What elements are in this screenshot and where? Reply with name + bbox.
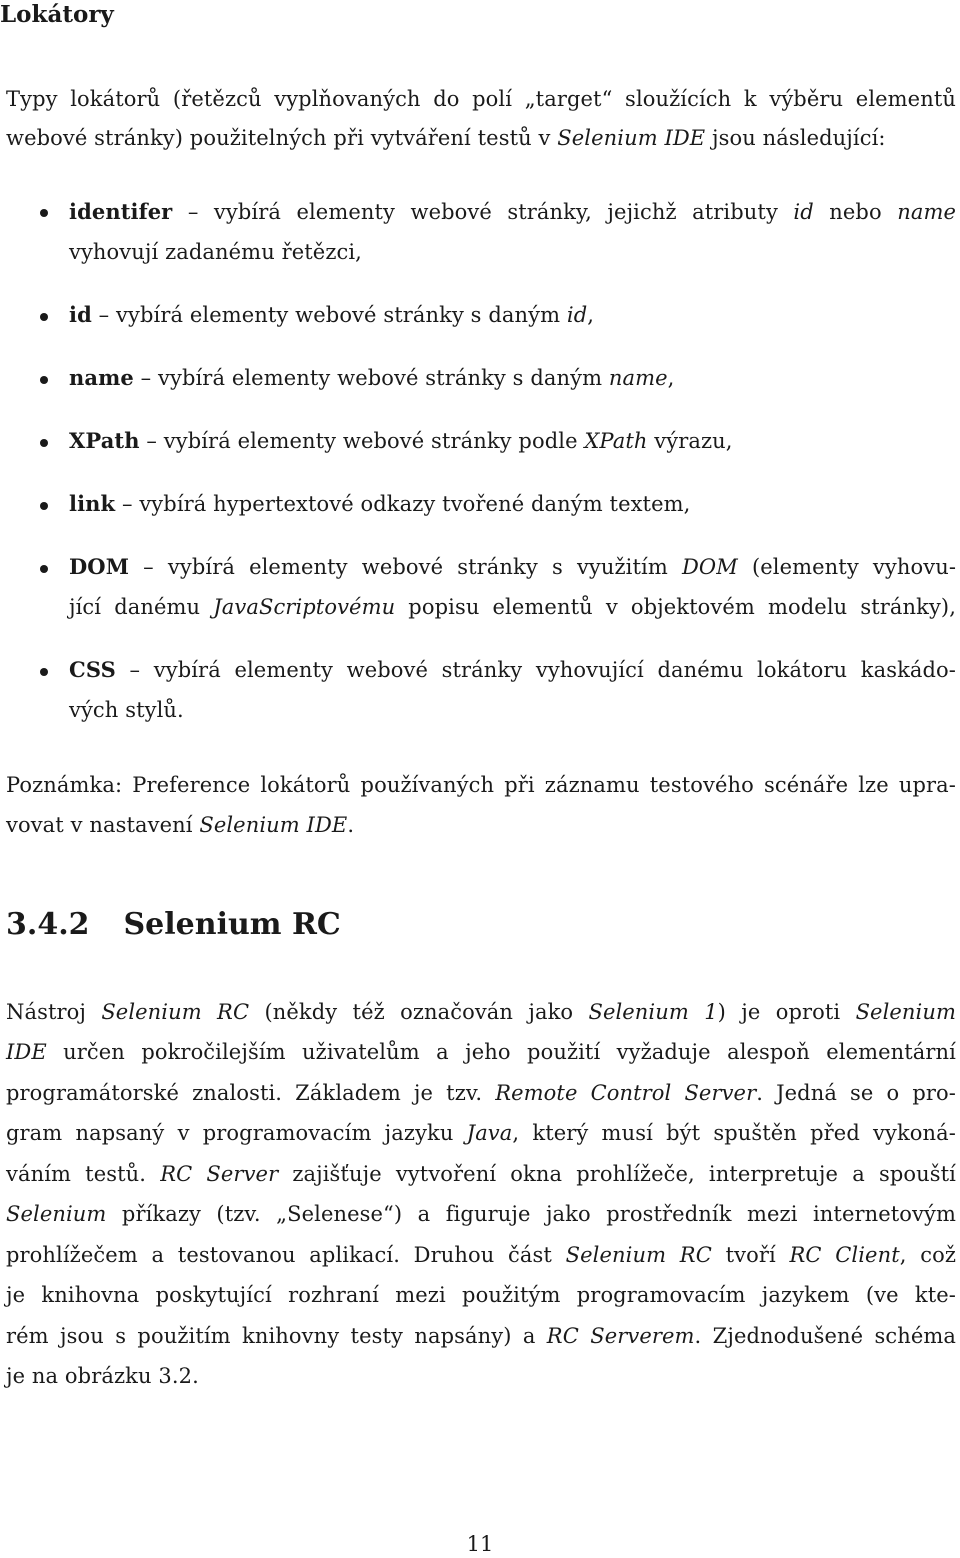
list-item-xpath: XPath – vybírá elementy webové stránky podle XPath výrazu, xyxy=(69,428,733,453)
page-number: 11 xyxy=(466,1532,494,1556)
bullet-icon xyxy=(40,376,48,384)
intro-line-1: Typy lokátorů (řetězců vyplňovaných do polí „target“ sloužících k výběru elementů xyxy=(6,87,956,111)
bullet-icon xyxy=(40,209,48,217)
bullet-icon xyxy=(40,668,48,676)
body-line-3: programátorské znalosti. Základem je tzv. Remote Control Server. Jedná se o pro- xyxy=(6,1081,956,1105)
bullet-icon xyxy=(40,439,48,447)
subsection-title: Selenium RC xyxy=(123,907,341,942)
body-line-6: Selenium příkazy (tzv. „Selenese“) a figuruje jako prostředník mezi internetovým xyxy=(6,1202,956,1226)
list-item-css: CSS – vybírá elementy webové stránky vyhovující danému lokátoru kaskádo- xyxy=(69,657,956,682)
note-line-1: Poznámka: Preference lokátorů používaných při záznamu testového scénáře lze upra- xyxy=(6,773,956,797)
body-line-5: váním testů. RC Server zajišťuje vytvoření okna prohlížeče, interpretuje a spouští xyxy=(6,1162,956,1186)
list-item-link: link – vybírá hypertextové odkazy tvořené daným textem, xyxy=(69,491,691,516)
list-item-dom-cont: jící danému JavaScriptovému popisu elementů v objektovém modelu stránky), xyxy=(69,595,956,619)
subsection-heading xyxy=(6,905,341,945)
list-item-dom: DOM – vybírá elementy webové stránky s využitím DOM (elementy vyhovu- xyxy=(69,554,957,579)
body-line-9: rém jsou s použitím knihovny testy napsány) a RC Serverem. Zjednodušené schéma xyxy=(6,1324,956,1348)
list-item-css-cont: vých stylů. xyxy=(69,698,184,722)
body-line-4: gram napsaný v programovacím jazyku Java, který musí být spuštěn před vykoná- xyxy=(6,1121,956,1145)
bullet-icon xyxy=(40,502,48,510)
bullet-icon xyxy=(40,313,48,321)
body-line-7: prohlížečem a testovanou aplikací. Druhou část Selenium RC tvoří RC Client, což xyxy=(6,1243,956,1267)
bullet-icon xyxy=(40,565,48,573)
body-line-10: je na obrázku 3.2. xyxy=(6,1364,199,1388)
section-title: Lokátory xyxy=(0,1,114,28)
body-line-2: IDE určen pokročilejším uživatelům a jeho použití vyžaduje alespoň elementární xyxy=(6,1040,956,1064)
subsection-number: 3.4.2 xyxy=(6,907,90,942)
list-item-id: id – vybírá elementy webové stránky s daným id, xyxy=(69,302,595,327)
intro-line-2: webové stránky) použitelných při vytváření testů v Selenium IDE jsou následující: xyxy=(6,126,886,150)
body-line-8: je knihovna poskytující rozhraní mezi použitým programovacím jazykem (ve kte- xyxy=(6,1283,956,1307)
list-item-identifier-cont: vyhovují zadanému řetězci, xyxy=(69,240,362,264)
body-line-1: Nástroj Selenium RC (někdy též označován jako Selenium 1) je oproti Selenium xyxy=(6,1000,956,1024)
list-item-name: name – vybírá elementy webové stránky s daným name, xyxy=(69,365,675,390)
note-line-2: vovat v nastavení Selenium IDE. xyxy=(6,813,355,837)
list-item-identifier: identifer – vybírá elementy webové stránky, jejichž atributy id nebo name xyxy=(69,199,956,224)
